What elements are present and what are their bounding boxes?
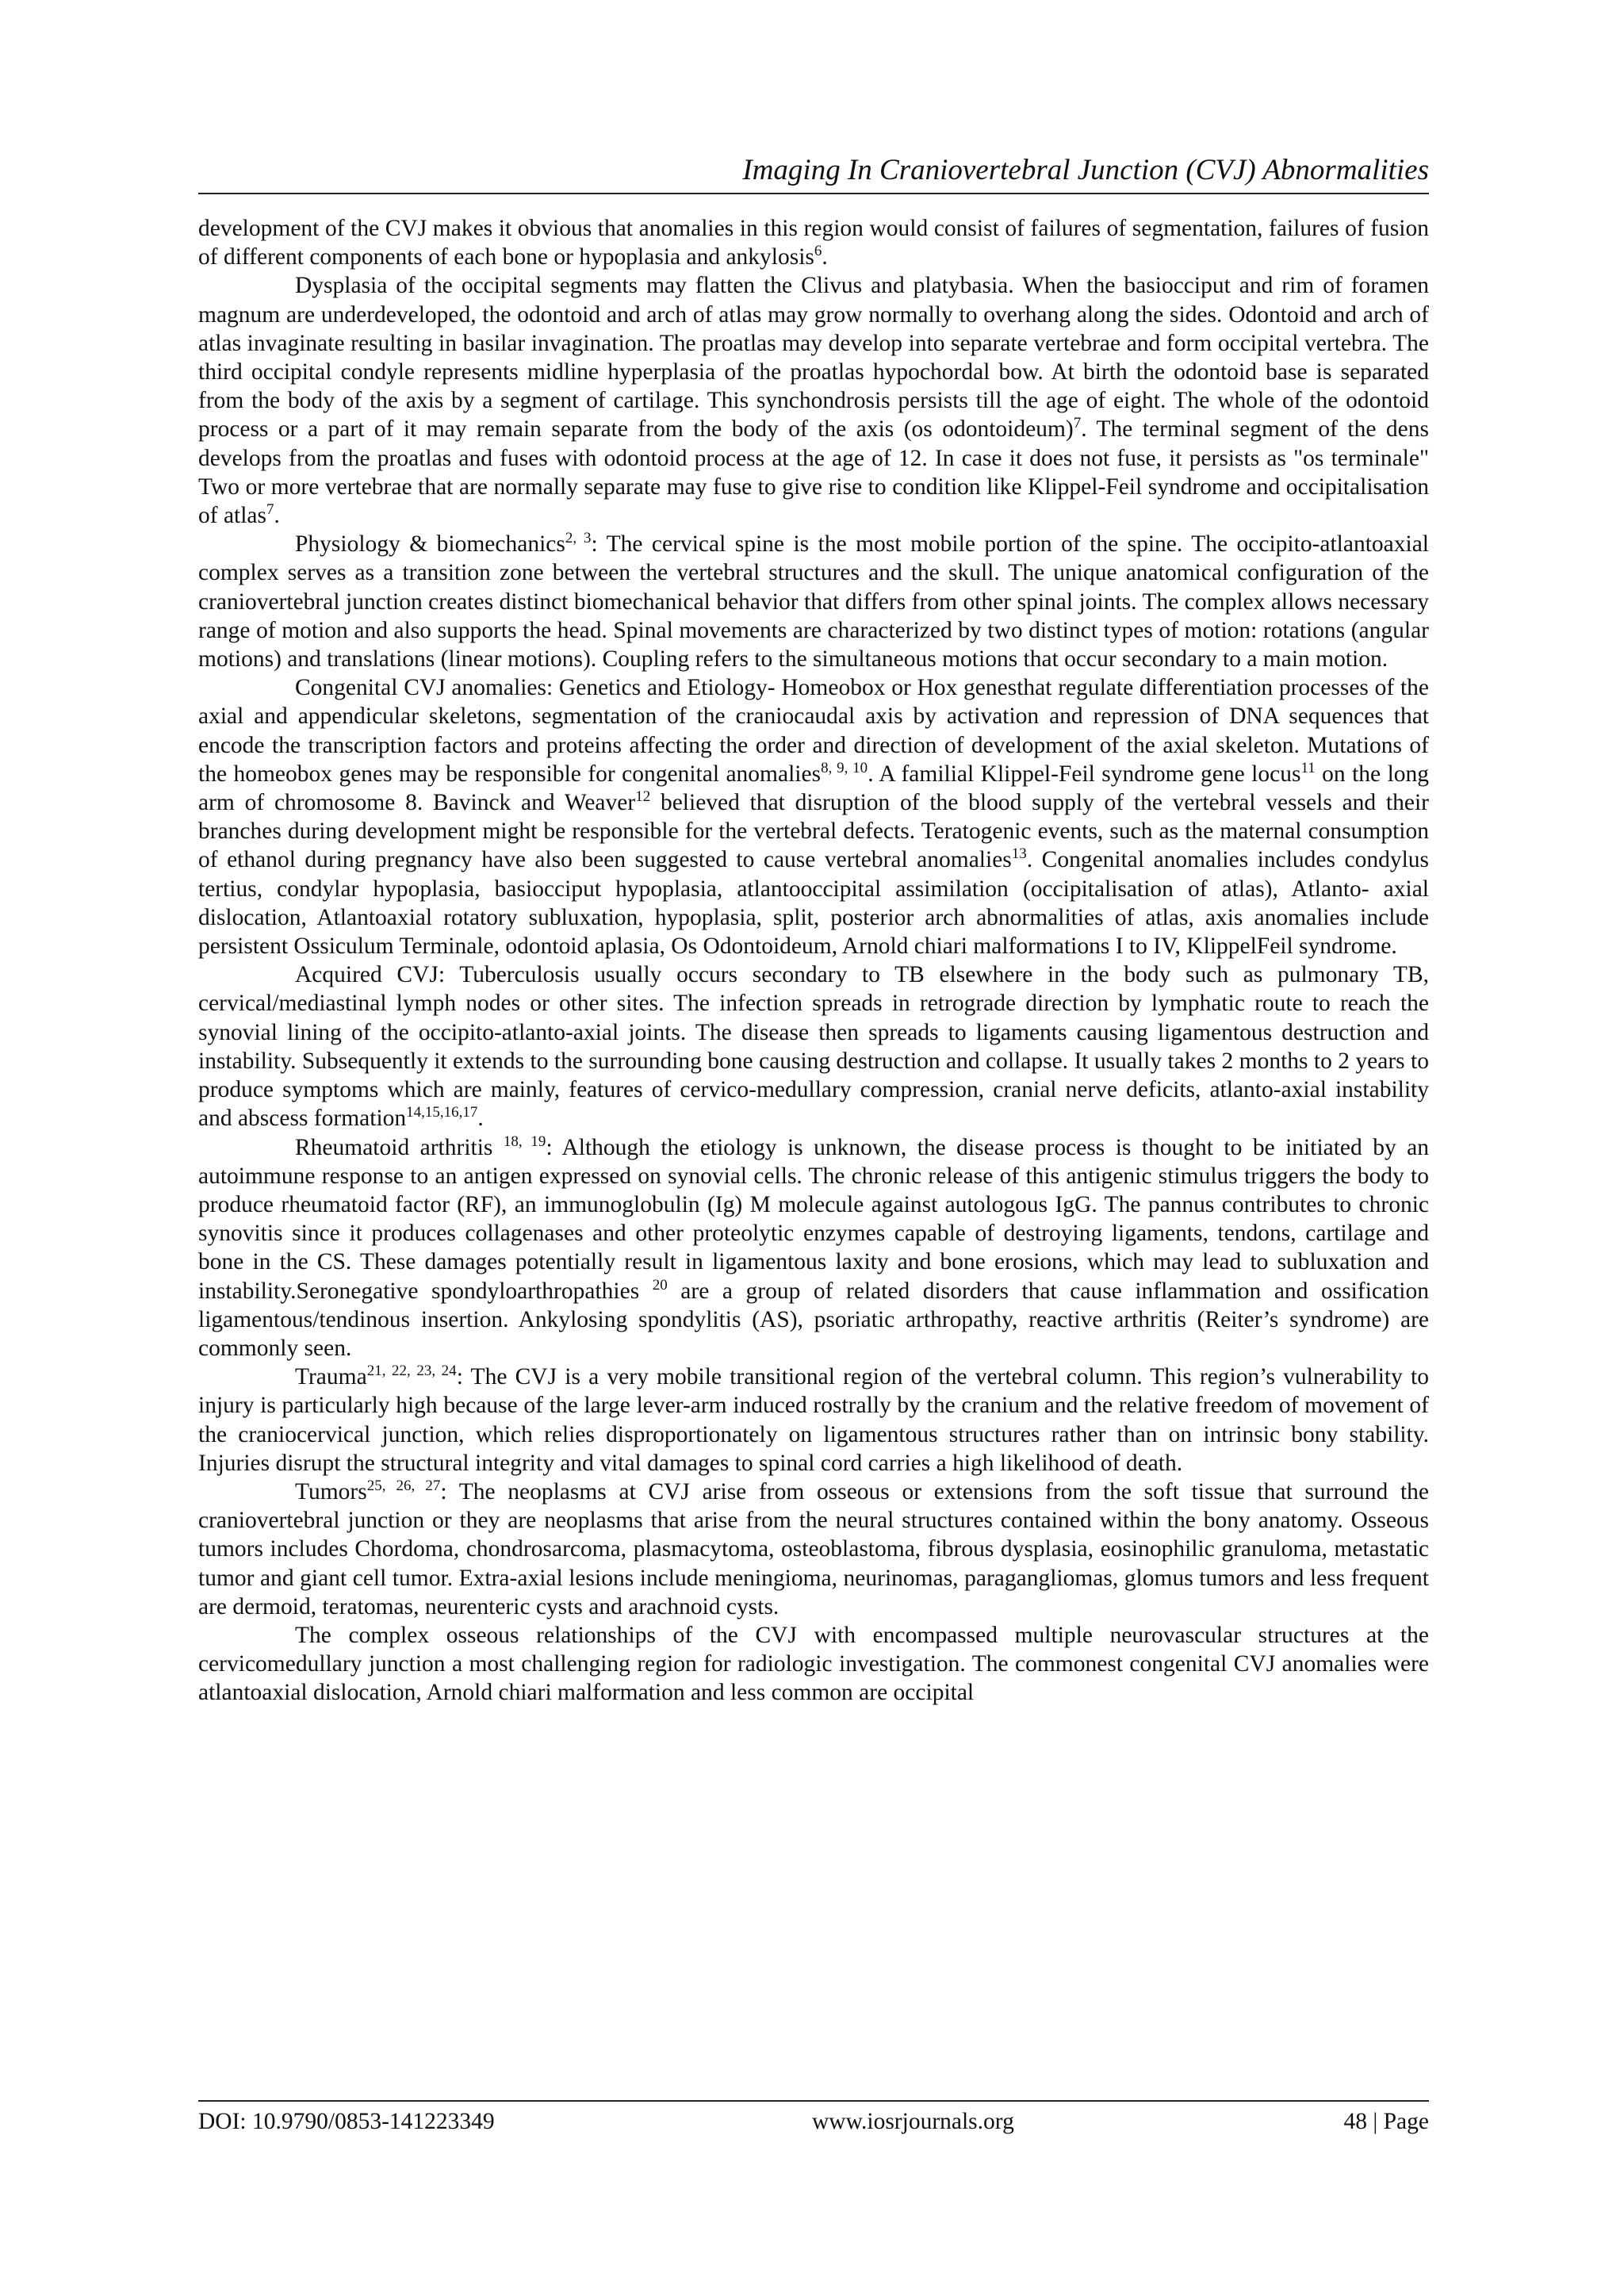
paragraph-text: The complex osseous relationships of the CVJ with encompassed multiple neurovascular structures at the cervicomedullary junction a most challenging region for radiologic investigation. The commonest congenital CVJ anomalies were atlantoaxial dislocation, Arnold chiari malformation and less common are occipital (198, 1622, 1429, 1706)
paragraph-p3 (198, 530, 1429, 673)
paragraph-p5 (198, 960, 1429, 1133)
paragraph-text: . The terminal segment of the dens develops from the proatlas and fuses with odontoid process at the age of 12. In case it does not fuse, it persists as "os terminale" Two or more vertebrae that are normally separate may fuse to give rise to condition like Klippel-Feil syndrome and occipitalisation of atlas (198, 416, 1429, 529)
citation-superscript: 25, 26, 27 (366, 1477, 441, 1494)
paragraph-text: : The cervical spine is the most mobile portion of the spine. The occipito-atlantoaxial complex serves as a transition zone between the vertebral structures and the skull. The unique anatomical configuration of the craniovertebral junction creates distinct biomechanical behavior that differs from other spinal joints. The complex allows necessary range of motion and also supports the head. Spinal movements are characterized by two distinct types of motion: rotations (angular motions) and translations (linear motions). Coupling refers to the simultaneous motions that occur secondary to a main motion. (198, 531, 1430, 673)
paragraph-text: : The CVJ is a very mobile transitional region of the vertebral column. This region’s vulnerability to injury is particularly high because of the large lever-arm induced rostrally by the cranium and the relative freedom of movement of the craniocervical junction, which relies disproportionately on ligamentous structures rather than on intrinsic bony stability. Injuries disrupt the structural integrity and vital damages to spinal cord carries a high likelihood of death. (198, 1364, 1430, 1476)
page (198, 151, 1429, 2165)
citation-superscript: 7 (266, 501, 274, 519)
citation-superscript: 6 (814, 243, 822, 260)
citation-superscript: 8, 9, 10 (821, 759, 868, 776)
page-number: 48 | Page (1343, 2109, 1429, 2134)
header-rule (198, 193, 1429, 194)
citation-superscript: 11 (1300, 759, 1316, 776)
doi-text: DOI: 10.9790/0853-141223349 (198, 2109, 495, 2134)
paragraph-text: are a group of related disorders that cause inflammation and ossification ligamentous/tendinous insertion. Ankylosing spondylitis (AS), psoriatic arthropathy, reactive arthritis (Reiter’s syndrome) are commonly seen. (198, 1278, 1429, 1361)
paragraph-text: Dysplasia of the occipital segments may flatten the Clivus and platybasia. When the basiocciput and rim of foramen magnum are underdeveloped, the odontoid and arch of atlas may grow normally to overhang along the sides. Odontoid and arch of atlas invaginate resulting in basilar invagination. The proatlas may develop into separate vertebrae and form occipital vertebra. The third occipital condyle represents midline hyperplasia of the proatlas hypochordal bow. At birth the odontoid base is separated from the body of the axis by a segment of cartilage. This synchondrosis persists till the age of eight. The whole of the odontoid process or a part of it may remain separate from the body of the axis (os odontoideum) (198, 273, 1429, 443)
paragraph-text: believed that disruption of the blood supply of the vertebral vessels and their branches during development might be responsible for the vertebral defects. Teratogenic events, such as the maternal consumption of ethanol during pregnancy have also been suggested to cause vertebral anomalies (198, 790, 1429, 873)
paragraph-p1 (198, 214, 1429, 271)
paragraph-text: : Although the etiology is unknown, the disease process is thought to be initiated by an autoimmune response to an antigen expressed on synovial cells. The chronic release of this antigenic stimulus triggers the body to produce rheumatoid factor (RF), an immunoglobulin (Ig) M molecule against autologous IgG. The pannus contributes to chronic synovitis since it produces collagenases and other proteolytic enzymes capable of destroying ligaments, tendons, cartilage and bone in the CS. These damages potentially result in ligamentous laxity and bone erosions, which may lead to subluxation and instability.Seronegative spondyloarthropathies (198, 1134, 1429, 1304)
citation-superscript: 2, 3 (565, 530, 592, 547)
paragraph-text: . (274, 503, 280, 529)
paragraph-text: Acquired CVJ: Tuberculosis usually occurs secondary to TB elsewhere in the body such as pulmonary TB, cervical/mediastinal lymph nodes or other sites. The infection spreads in retrograde direction by lymphatic route to reach the synovial lining of the occipito-atlanto-axial joints. The disease then spreads to ligaments causing ligamentous destruction and instability. Subsequently it extends to the surrounding bone causing destruction and collapse. It usually takes 2 months to 2 years to produce symptoms which are mainly, features of cervico-medullary compression, cranial nerve deficits, atlanto-axial instability and abscess formation (198, 962, 1429, 1132)
paragraph-text: . Congenital anomalies includes condylus tertius, condylar hypoplasia, basiocciput hypoplasia, atlantooccipital assimilation (occipitalisation of atlas), Atlanto- axial dislocation, Atlantoaxial rotatory subluxation, hypoplasia, split, posterior arch abnormalities of atlas, axis anomalies include persistent Ossiculum Terminale, odontoid aplasia, Os Odontoideum, Arnold chiari malformations I to IV, KlippelFeil syndrome. (198, 847, 1429, 960)
paragraph-p8 (198, 1478, 1429, 1621)
paragraph-p7 (198, 1363, 1429, 1478)
paragraph-p9 (198, 1621, 1429, 1708)
footer-rule (198, 2100, 1429, 2102)
paragraph-text: Rheumatoid arthritis (295, 1134, 504, 1160)
citation-superscript: 14,15,16,17 (406, 1104, 478, 1121)
running-title: Imaging In Craniovertebral Junction (CVJ) Abnormalities (742, 154, 1429, 186)
paragraph-p6 (198, 1133, 1429, 1363)
paragraph-text: Tumors (295, 1478, 367, 1504)
paragraph-text: Congenital CVJ anomalies: Genetics and Etiology- Homeobox or Hox genesthat regulate differentiation processes of the axial and appendicular skeletons, segmentation of the craniocaudal axis by activation and repression of DNA sequences that encode the transcription factors and proteins affecting the order and direction of development of the axial skeleton. Mutations of the homeobox genes may be responsible for congenital anomalies (198, 675, 1429, 787)
paragraph-text: Physiology & biomechanics (295, 531, 565, 558)
citation-superscript: 7 (1073, 415, 1082, 432)
paragraph-p4 (198, 673, 1429, 960)
paragraph-text: . (477, 1106, 484, 1132)
paragraph-text: : The neoplasms at CVJ arise from osseous or extensions from the soft tissue that surround the craniovertebral junction or they are neoplasms that arise from the neural structures contained within the bony anatomy. Osseous tumors includes Chordoma, chondrosarcoma, plasmacytoma, osteoblastoma, fibrous dysplasia, eosinophilic granuloma, metastatic tumor and giant cell tumor. Extra-axial lesions include meningioma, neurinomas, paragangliomas, glomus tumors and less frequent are dermoid, teratomas, neurenteric cysts and arachnoid cysts. (198, 1478, 1430, 1619)
journal-website: www.iosrjournals.org (812, 2109, 1014, 2134)
paragraph-text: . A familial Klippel-Feil syndrome gene locus (868, 761, 1301, 787)
paragraph-text: on the long arm of chromosome 8. Bavinck and Weaver (198, 761, 1430, 816)
paragraph-p2 (198, 271, 1429, 530)
paragraph-text: development of the CVJ makes it obvious that anomalies in this region would consist of failures of segmentation, failures of fusion of different components of each bone or hypoplasia and ankylosis (198, 216, 1429, 270)
citation-superscript: 13 (1011, 845, 1027, 863)
citation-superscript: 12 (635, 788, 651, 806)
citation-superscript: 18, 19 (503, 1133, 546, 1150)
article-body (198, 214, 1429, 1708)
paragraph-text: . (822, 244, 828, 270)
citation-superscript: 21, 22, 23, 24 (366, 1363, 457, 1380)
page-footer (198, 2106, 1429, 2137)
citation-superscript: 20 (652, 1276, 668, 1294)
paragraph-text: Trauma (295, 1364, 367, 1390)
